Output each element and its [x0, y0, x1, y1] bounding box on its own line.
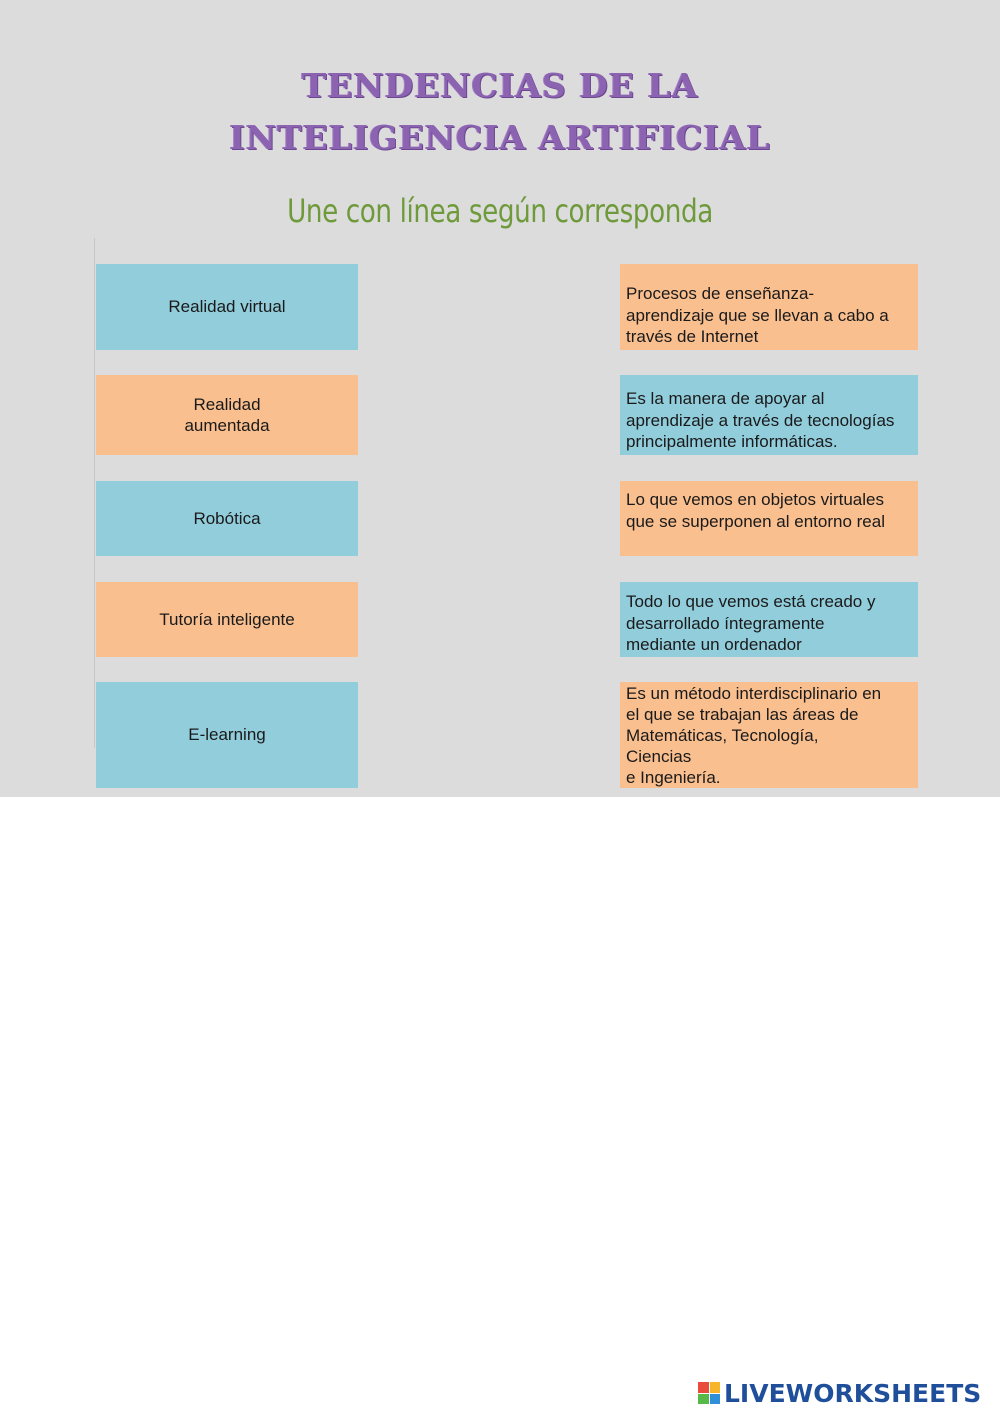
left-term-label: E-learning: [188, 725, 266, 745]
margin-divider: [94, 238, 95, 748]
left-term-label: Tutoría inteligente: [159, 609, 295, 629]
right-definition-text: Lo que vemos en objetos virtuales que se superponen al entorno real: [626, 490, 885, 531]
liveworksheets-brand: [698, 1378, 981, 1408]
left-term-box[interactable]: [96, 682, 358, 788]
right-definition-text: Es la manera de apoyar al aprendizaje a través de tecnologías principalmente informáticas.: [626, 389, 895, 451]
right-definition-text: Todo lo que vemos está creado y desarrollado íntegramente mediante un ordenador: [626, 592, 876, 654]
right-definition-box[interactable]: [620, 481, 918, 556]
title-line-1: TENDENCIAS DE LA: [301, 66, 699, 105]
left-term-box[interactable]: [96, 582, 358, 657]
left-term-box[interactable]: [96, 264, 358, 350]
right-definition-text: Es un método interdisciplinario en el que se trabajan las áreas de Matemáticas, Tecnología, Ciencias e Ingeniería.: [626, 684, 882, 787]
brand-name: LIVEWORKSHEETS: [724, 1378, 982, 1408]
left-term-box[interactable]: [96, 375, 358, 455]
left-term-label: Realidad aumentada: [184, 394, 270, 435]
left-term-box[interactable]: [96, 481, 358, 556]
right-definition-box[interactable]: [620, 582, 918, 657]
title-line-2: INTELIGENCIA ARTIFICIAL: [229, 118, 771, 157]
right-definition-box[interactable]: [620, 682, 918, 788]
liveworksheets-logo-icon: [698, 1382, 720, 1404]
right-definition-box[interactable]: [620, 375, 918, 455]
right-definition-box[interactable]: [620, 264, 918, 350]
left-term-label: Realidad virtual: [168, 297, 286, 317]
right-definition-text: Procesos de enseñanza- aprendizaje que se llevan a cabo a través de Internet: [626, 284, 889, 346]
left-term-label: Robótica: [193, 508, 261, 528]
instruction-subtitle: Une con línea según corresponda: [287, 192, 713, 230]
